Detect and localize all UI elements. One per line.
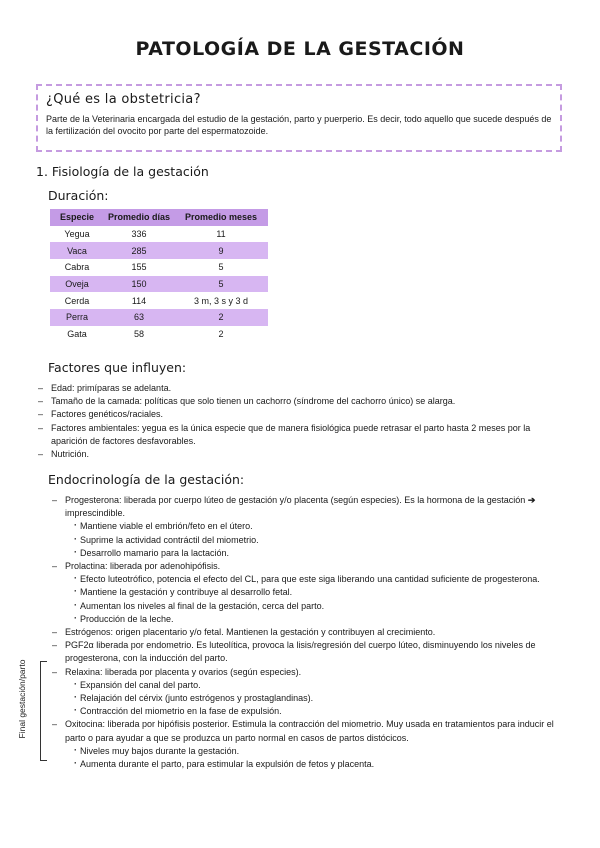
list-item: – Relaxina: liberada por placenta y ovarios (según especies). [52,666,564,679]
list-item: – Edad: primíparas se adelanta. [38,382,558,395]
list-item: – Factores ambientales: yegua es la única especie que de manera fisiológica puede retrasar el parto hasta 2 meses por la aparición de factores desfavorables. [38,422,558,448]
table-row [50,326,268,343]
table-cell: 5 [174,276,268,293]
table-cell: Oveja [50,276,104,293]
list-item: – Nutrición. [38,448,558,461]
table-cell: 114 [131,295,147,306]
sub-item: · Mantiene viable el embrión/feto en el útero. [52,520,564,533]
sub-item: · Suprime la actividad contráctil del miometrio. [52,534,564,547]
endocrino-heading: Endocrinología de la gestación: [48,472,245,487]
factores-list [38,382,558,461]
list-item: – Estrógenos: origen placentario y/o fetal. Mantienen la gestación y contribuyen al crecimiento. [52,626,564,639]
table-cell: 3 m, 3 s y 3 d [193,295,249,306]
sub-item: · Producción de la leche. [52,613,564,626]
duracion-heading: Duración: [48,188,109,203]
progesterona-tail: imprescindible. [65,508,126,519]
list-item [52,494,564,520]
duration-table [50,209,268,343]
table-header-row [50,209,268,226]
table-cell: Cabra [64,262,90,273]
sub-item: · Expansión del canal del parto. [52,679,564,692]
intro-heading: ¿Qué es la obstetricia? [46,92,201,107]
table-row [50,309,268,326]
table-cell: 5 [218,262,224,273]
list-item: – Prolactina: liberada por adenohipófisis. [52,560,564,573]
list-item: – PGF2α liberada por endometrio. Es luteolítica, provoca la lisis/regresión del cuerpo lúteo, disminuyendo los niveles de progesterona, con la inducción del parto. [52,639,564,665]
table-row [50,259,268,276]
sub-item: · Contracción del miometrio en la fase de expulsión. [52,705,564,718]
table-cell: Perra [50,309,104,326]
section-heading: 1. Fisiología de la gestación [36,164,209,179]
table-cell: 2 [218,329,224,340]
sub-item: · Aumenta durante el parto, para estimular la expulsión de fetos y placenta. [52,758,564,771]
sub-item: · Desarrollo mamario para la lactación. [52,547,564,560]
table-cell: Gata [67,329,87,340]
sub-item: · Niveles muy bajos durante la gestación. [52,745,564,758]
table-cell: 11 [216,229,226,240]
table-row [50,226,268,243]
column-header: Promedio meses [174,209,268,226]
page-title: PATOLOGÍA DE LA GESTACIÓN [135,38,465,60]
sub-item: · Aumentan los niveles al final de la gestación, cerca del parto. [52,600,564,613]
final-gestation-brace [40,661,47,761]
list-item: – Factores genéticos/raciales. [38,408,558,421]
table-row [50,276,268,293]
table-row [50,292,268,309]
side-label: Final gestación/parto [17,659,27,739]
table-cell: 2 [174,309,268,326]
table-row [50,242,268,259]
table-cell: 336 [131,229,147,240]
factores-heading: Factores que influyen: [48,360,187,375]
table-cell: 9 [174,242,268,259]
table-cell: 58 [133,329,144,340]
intro-box [36,84,562,152]
sub-item: · Efecto luteotrófico, potencia el efecto del CL, para que este siga liberando una cantidad suficiente de progesterona. [52,573,564,586]
intro-text: Parte de la Veterinaria encargada del estudio de la gestación, parto y puerperio. Es decir, todo aquello que sucede después de la fertilización del ovocito por parte del espermatozoide. [46,114,552,136]
column-header: Promedio días [104,209,174,226]
progesterona-text: Progesterona: liberada por cuerpo lúteo de gestación y/o placenta (según especies). Es la hormona de la gestación [65,495,526,505]
column-header: Especie [50,209,104,226]
list-item: – Tamaño de la camada: políticas que solo tienen un cachorro (síndrome del cachorro único) se alarga. [38,395,558,408]
table-cell: Vaca [50,242,104,259]
sub-item: · Mantiene la gestación y contribuye al desarrollo fetal. [52,586,564,599]
arrow-right-icon: ➔ [527,495,536,505]
table-cell: 155 [131,262,147,273]
table-cell: 285 [104,242,174,259]
list-item: – Oxitocina: liberada por hipófisis posterior. Estimula la contracción del miometrio. Muy usada en tratamientos para inducir el parto o para ayudar a que se produzca un parto normal en casos de partos distócicos. [52,718,564,744]
endocrino-list [52,494,564,771]
table-cell: 63 [104,309,174,326]
table-cell: Cerda [64,295,90,306]
sub-item: · Relajación del cérvix (junto estrógenos y prostaglandinas). [52,692,564,705]
table-cell: Yegua [64,229,90,240]
table-cell: 150 [104,276,174,293]
